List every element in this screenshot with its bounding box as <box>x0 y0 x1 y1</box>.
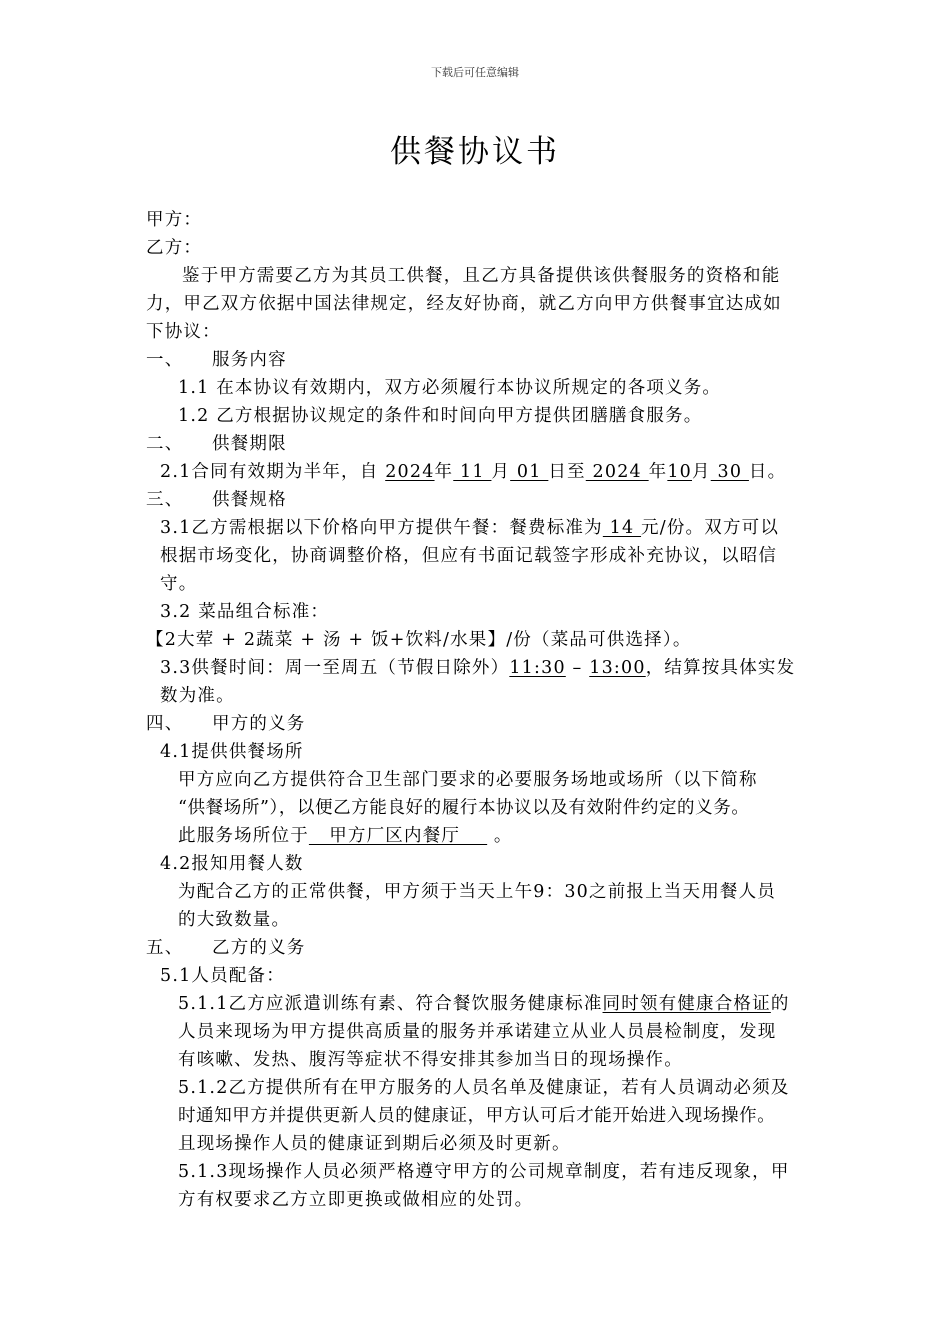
intro-line-3: 下协议： <box>146 322 221 342</box>
clause-5-1: 5.1人员配备： <box>160 966 285 986</box>
clause-4-1: 4.1提供供餐场所 <box>160 742 304 762</box>
time-end: 13:00 <box>589 658 646 678</box>
clause-3-3-text: 3.3供餐时间：周一至周五（节假日除外） <box>160 658 510 678</box>
clause-5-1-1-end: 的 <box>770 994 790 1014</box>
section-4-title: 甲方的义务 <box>212 714 306 734</box>
start-year: 2024 <box>385 462 435 482</box>
time-start: 11:30 <box>509 658 566 678</box>
clause-3-1-text-post: 元/份。双方可以 <box>641 518 780 538</box>
clause-1-1: 1.1 在本协议有效期内，双方必须履行本协议所规定的各项义务。 <box>178 378 722 398</box>
clause-5-1-2-line-1: 5.1.2乙方提供所有在甲方服务的人员名单及健康证，若有人员调动必须及 <box>178 1078 790 1098</box>
party-b-label: 乙方： <box>146 238 203 258</box>
clause-5-1-1 <box>178 992 790 1016</box>
location-end: 。 <box>487 826 513 846</box>
section-4-number: 四、 <box>146 714 184 734</box>
day-label-2: 日。 <box>748 462 787 482</box>
clause-5-1-2-line-3: 且现场操作人员的健康证到期后必须及时更新。 <box>178 1134 571 1154</box>
clause-3-3-line-2: 数为准。 <box>160 686 235 706</box>
intro-line-2: 力，甲乙双方依据中国法律规定，经友好协商，就乙方向甲方供餐事宜达成如 <box>146 294 782 314</box>
start-month: 11 <box>453 462 492 482</box>
clause-5-1-1-line-2: 人员来现场为甲方提供高质量的服务并承诺建立从业人员晨检制度，发现 <box>178 1022 777 1042</box>
clause-5-1-2-line-2: 时通知甲方并提供更新人员的健康证，甲方认可后才能开始进入现场操作。 <box>178 1106 776 1126</box>
clause-4-1-line-1: 甲方应向乙方提供符合卫生部门要求的必要服务场地或场所（以下简称 <box>178 770 758 790</box>
meal-price: 14 <box>602 518 642 538</box>
month-label-2: 月 <box>692 462 711 482</box>
section-1-number: 一、 <box>146 350 184 370</box>
clause-2-1-text: 2.1合同有效期为半年，自 <box>160 462 386 482</box>
section-5-number: 五、 <box>146 938 184 958</box>
clause-4-2: 4.2报知用餐人数 <box>160 854 304 874</box>
party-a-label: 甲方： <box>146 210 203 230</box>
document-title: 供餐协议书 <box>390 134 560 170</box>
clause-2-1 <box>160 460 786 484</box>
clause-4-1-line-2: “供餐场所”），以便乙方能良好的履行本协议以及有效附件约定的义务。 <box>178 798 750 818</box>
end-month: 10 <box>667 462 693 482</box>
intro-line-1: 鉴于甲方需要乙方为其员工供餐，且乙方具备提供该供餐服务的资格和能 <box>182 266 781 286</box>
clause-3-1-text: 3.1乙方需根据以下价格向甲方提供午餐：餐费标准为 <box>160 518 603 538</box>
clause-5-1-1-text: 5.1.1乙方应派遣训练有素、符合餐饮服务健康标准 <box>178 994 603 1014</box>
clause-1-2: 1.2 乙方根据协议规定的条件和时间向甲方提供团膳膳食服务。 <box>178 406 703 426</box>
clause-3-1 <box>160 516 779 540</box>
health-certificate-requirement: 同时领有健康合格证 <box>602 994 771 1014</box>
clause-3-3 <box>160 656 795 680</box>
section-2-number: 二、 <box>146 434 184 454</box>
clause-5-1-3-line-1: 5.1.3现场操作人员必须严格遵守甲方的公司规章制度，若有违反现象，甲 <box>178 1162 790 1182</box>
year-label-2: 年 <box>648 462 668 482</box>
start-day: 01 <box>510 462 549 482</box>
menu-combination: 【2大荤 + 2蔬菜 + 汤 + 饭+饮料/水果】/份（菜品可供选择）。 <box>146 630 692 650</box>
clause-3-1-line-2: 根据市场变化，协商调整价格，但应有书面记载签字形成补充协议，以昭信 <box>160 546 778 566</box>
time-separator: – <box>565 658 590 678</box>
section-1-title: 服务内容 <box>212 350 287 370</box>
clause-4-2-line-2: 的大致数量。 <box>178 910 291 930</box>
location-label: 此服务场所位于 <box>178 826 309 846</box>
clause-4-2-line-1: 为配合乙方的正常供餐，甲方须于当天上午9：30之前报上当天用餐人员 <box>178 882 776 902</box>
clause-3-1-line-3: 守。 <box>160 574 198 594</box>
section-3-number: 三、 <box>146 490 184 510</box>
clause-3-3-text-post: ，结算按具体实发 <box>645 658 796 678</box>
section-5-title: 乙方的义务 <box>212 938 306 958</box>
end-day: 30 <box>710 462 749 482</box>
header-note: 下载后可任意编辑 <box>431 66 519 79</box>
service-location: 甲方厂区内餐厅 <box>308 826 488 846</box>
end-year: 2024 <box>585 462 649 482</box>
year-label: 年 <box>434 462 454 482</box>
section-2-title: 供餐期限 <box>212 434 287 454</box>
section-3-title: 供餐规格 <box>212 490 287 510</box>
clause-3-2: 3.2 菜品组合标准： <box>160 602 330 622</box>
day-to-label: 日至 <box>548 462 586 482</box>
month-label: 月 <box>491 462 511 482</box>
clause-5-1-1-line-3: 有咳嗽、发热、腹泻等症状不得安排其参加当日的现场操作。 <box>178 1050 683 1070</box>
clause-5-1-3-line-2: 方有权要求乙方立即更换或做相应的处罚。 <box>178 1190 534 1210</box>
clause-4-1-line-3 <box>178 824 513 848</box>
